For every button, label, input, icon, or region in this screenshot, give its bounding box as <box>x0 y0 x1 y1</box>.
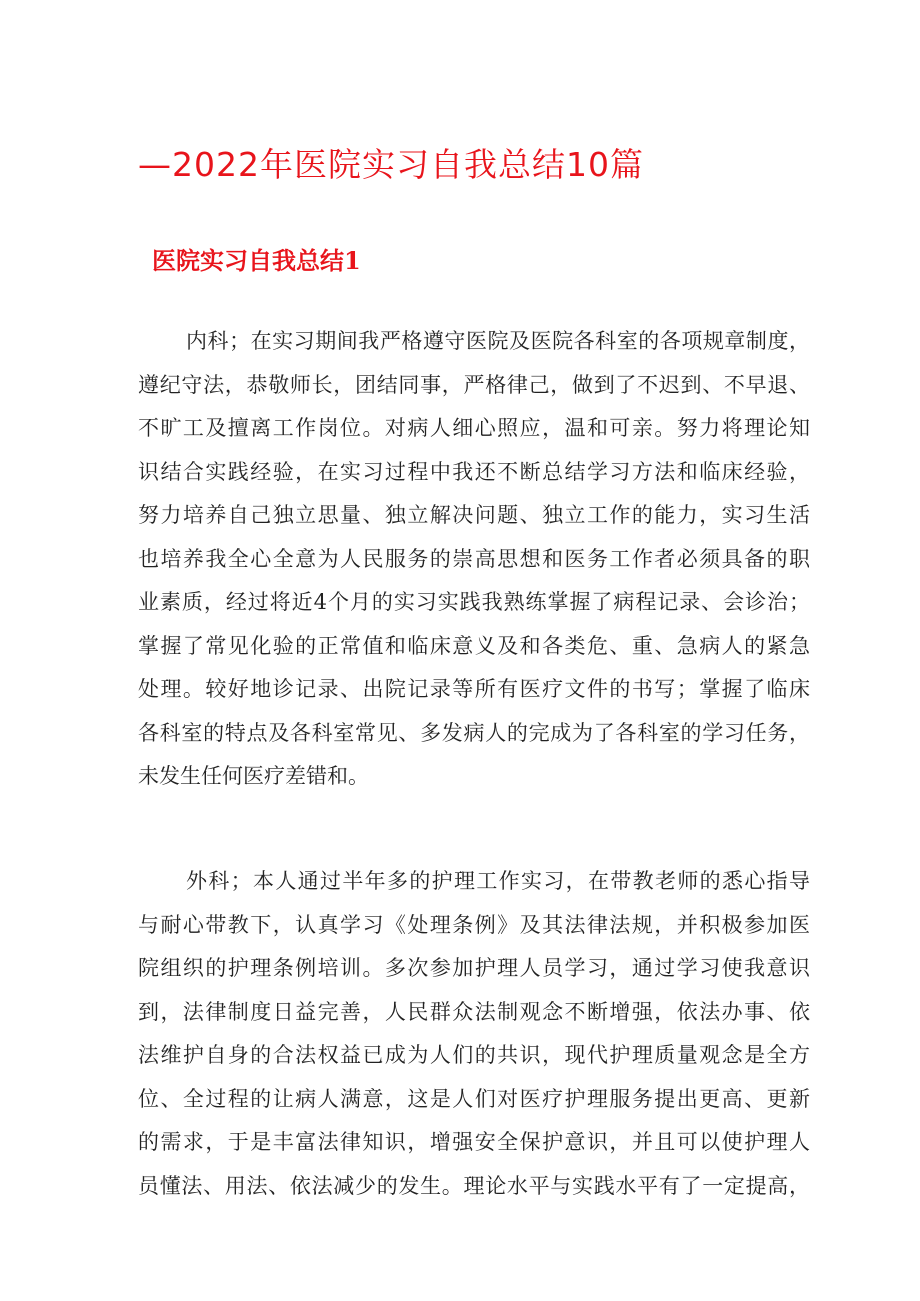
paragraph-line: 法维护自身的合法权益已成为人们的共识，现代护理质量观念是全方 <box>138 1043 810 1067</box>
paragraph-line: 处理。较好地诊记录、出院记录等所有医疗文件的书写；掌握了临床 <box>138 677 810 701</box>
paragraph-line: 未发生任何医疗差错和。 <box>138 764 369 788</box>
paragraph-line: 努力培养自己独立思量、独立解决问题、独立工作的能力，实习生活 <box>138 503 810 527</box>
paragraph-line: 员懂法、用法、依法减少的发生。理论水平与实践水平有了一定提高， <box>138 1173 810 1198</box>
paragraph-line: 识结合实践经验，在实习过程中我还不断总结学习方法和临床经验， <box>138 459 810 484</box>
paragraph-line: 内科；在实习期间我严格遵守医院及医院各科室的各项规章制度， <box>186 329 810 353</box>
paragraph-line: 掌握了常见化验的正常值和临床意义及和各类危、重、急病人的紧急 <box>138 633 810 658</box>
paragraph-internal-medicine <box>138 320 810 799</box>
paragraph-line: 位、全过程的让病人满意，这是人们对医疗护理服务提出更高、更新 <box>138 1086 810 1111</box>
paragraph-line: 不旷工及擅离工作岗位。对病人细心照应，温和可亲。努力将理论知 <box>138 416 810 440</box>
section-heading: 医院实习自我总结1 <box>152 246 361 275</box>
paragraph-line: 业素质，经过将近4个月的实习实践我熟练掌握了病程记录、会诊治； <box>138 590 810 614</box>
paragraph-line: 的需求，于是丰富法律知识，增强安全保护意识，并且可以使护理人 <box>138 1130 810 1154</box>
paragraph-line: 遵纪守法，恭敬师长，团结同事，严格律己，做到了不迟到、不早退、 <box>138 372 810 397</box>
paragraph-surgery <box>138 860 810 1208</box>
paragraph-line: 院组织的护理条例培训。多次参加护理人员学习，通过学习使我意识 <box>138 956 810 980</box>
paragraph-line: 也培养我全心全意为人民服务的崇高思想和医务工作者必须具备的职 <box>138 546 810 571</box>
paragraph-line: 到，法律制度日益完善，人民群众法制观念不断增强，依法办事、依 <box>138 999 810 1024</box>
paragraph-line: 各科室的特点及各科室常见、多发病人的完成为了各科室的学习任务， <box>138 720 810 745</box>
paragraph-line: 外科；本人通过半年多的护理工作实习，在带教老师的悉心指导 <box>186 869 810 893</box>
document-title: —2022年医院实习自我总结10篇 <box>138 145 644 184</box>
paragraph-line: 与耐心带教下，认真学习《处理条例》及其法律法规，并积极参加医 <box>138 912 810 937</box>
